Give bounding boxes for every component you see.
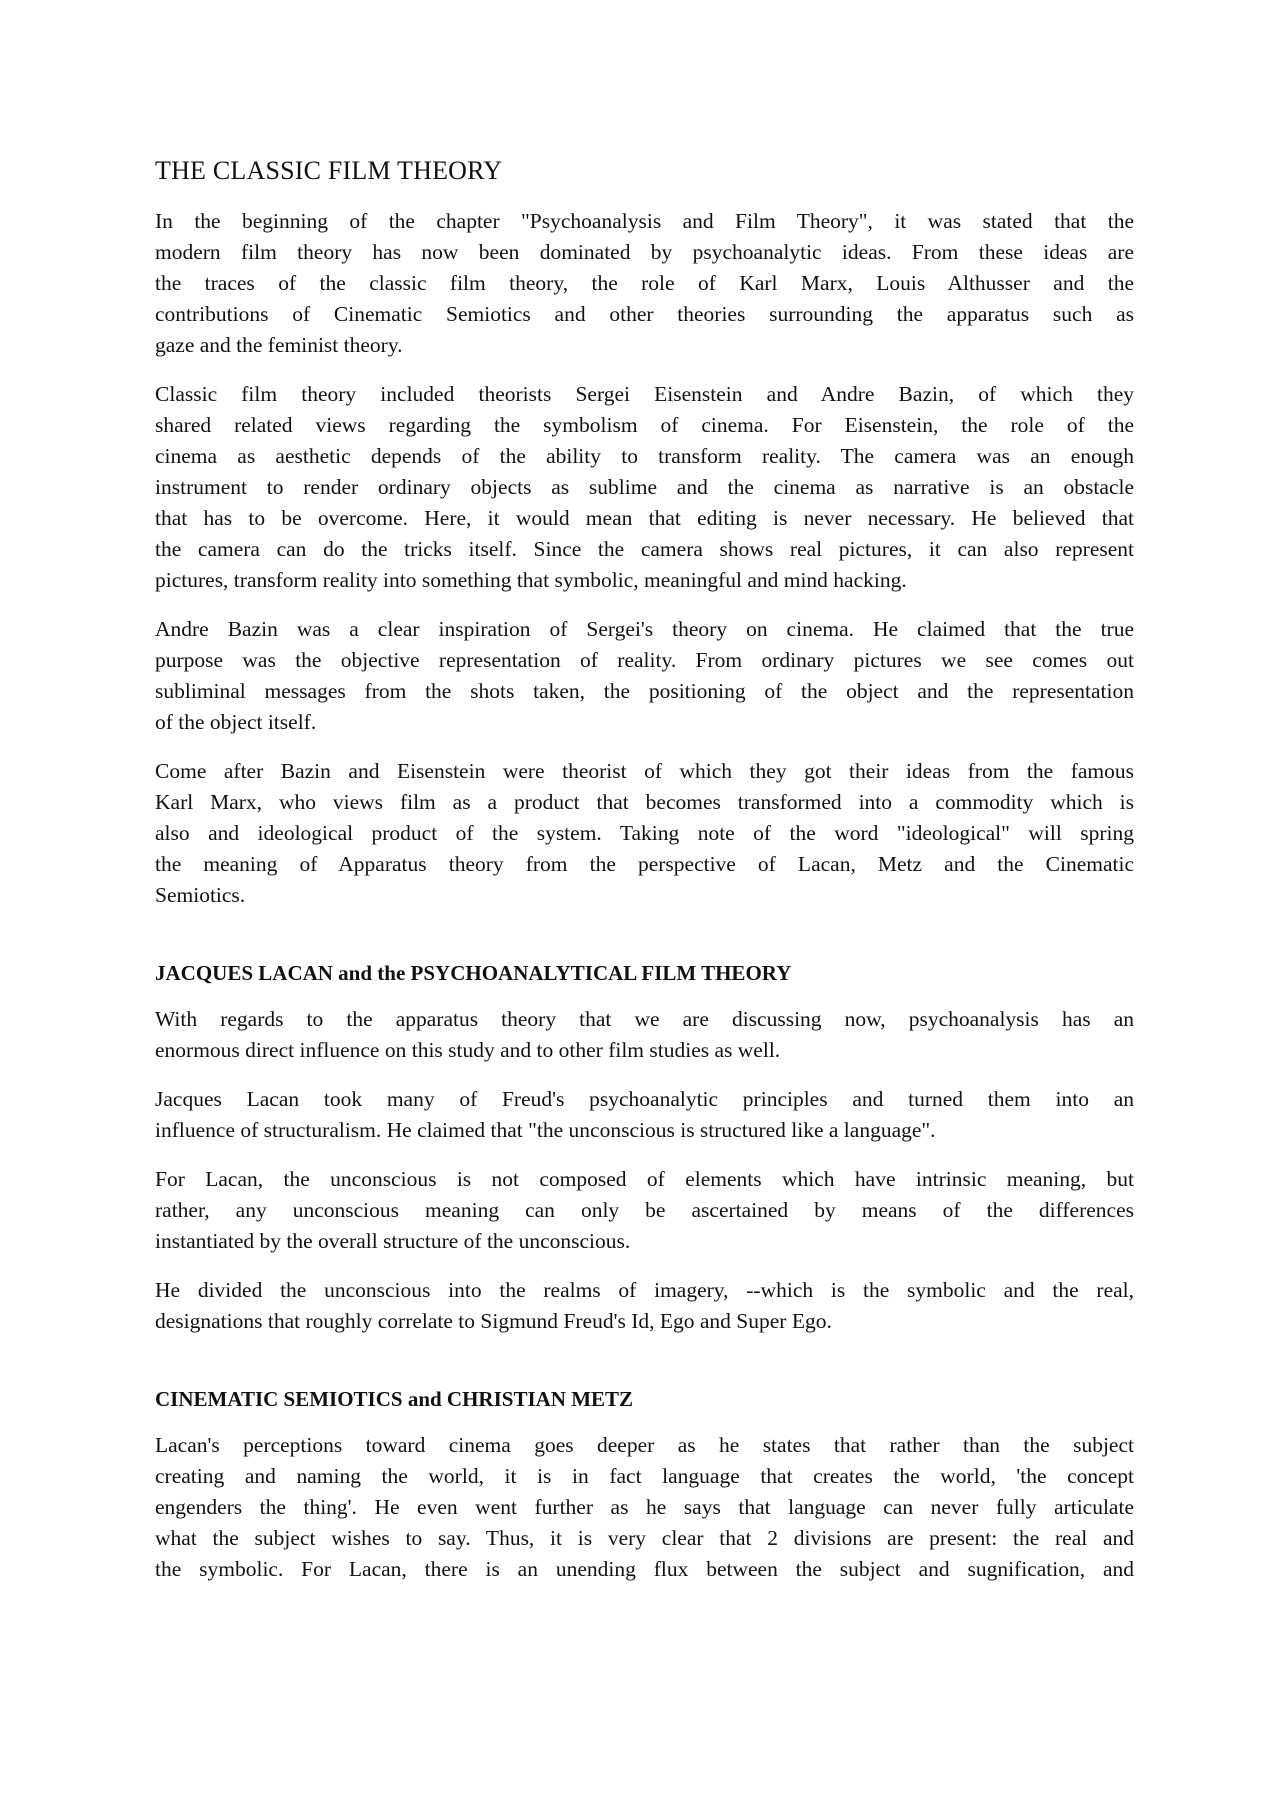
text-line: instantiated by the overall structure of the unconscious. [155,1229,631,1253]
text-line: what the subject wishes to say. Thus, it is very clear that 2 divisions are present: the real and [155,1526,1134,1550]
paragraph [155,1275,1134,1337]
text-line: With regards to the apparatus theory that we are discussing now, psychoanalysis has an [155,1007,1134,1031]
text-line: subliminal messages from the shots taken, the positioning of the object and the representation [155,679,1134,703]
paragraph [155,756,1134,911]
text-line: instrument to render ordinary objects as sublime and the cinema as narrative is an obstacle [155,475,1134,499]
text-line: enormous direct influence on this study and to other film studies as well. [155,1038,781,1062]
text-line: gaze and the feminist theory. [155,333,403,357]
paragraph [155,1004,1134,1066]
text-line: He divided the unconscious into the realms of imagery, --which is the symbolic and the real, [155,1278,1134,1302]
text-line: influence of structuralism. He claimed that "the unconscious is structured like a language". [155,1118,936,1142]
text-line: Lacan's perceptions toward cinema goes deeper as he states that rather than the subject [155,1433,1134,1457]
document-body [155,206,1134,1585]
text-line: the symbolic. For Lacan, there is an unending flux between the subject and sugnification, and [155,1557,1134,1581]
text-line: modern film theory has now been dominated by psychoanalytic ideas. From these ideas are [155,240,1134,264]
paragraph [155,1430,1134,1585]
text-line: purpose was the objective representation of reality. From ordinary pictures we see comes out [155,648,1134,672]
text-line: cinema as aesthetic depends of the ability to transform reality. The camera was an enough [155,444,1134,468]
text-line: the camera can do the tricks itself. Since the camera shows real pictures, it can also represent [155,537,1134,561]
text-line: For Lacan, the unconscious is not composed of elements which have intrinsic meaning, but [155,1167,1134,1191]
text-line: creating and naming the world, it is in fact language that creates the world, 'the concept [155,1464,1134,1488]
section-heading: CINEMATIC SEMIOTICS and CHRISTIAN METZ [155,1387,634,1411]
text-line: Karl Marx, who views film as a product that becomes transformed into a commodity which is [155,790,1134,814]
paragraph [155,379,1134,596]
text-line: Andre Bazin was a clear inspiration of Sergei's theory on cinema. He claimed that the true [155,617,1134,641]
text-line: Jacques Lacan took many of Freud's psychoanalytic principles and turned them into an [155,1087,1134,1111]
text-line: the traces of the classic film theory, the role of Karl Marx, Louis Althusser and the [155,271,1134,295]
text-line: also and ideological product of the system. Taking note of the word "ideological" will spring [155,821,1134,845]
text-line: pictures, transform reality into something that symbolic, meaningful and mind hacking. [155,568,907,592]
paragraph [155,1084,1134,1146]
text-line: that has to be overcome. Here, it would mean that editing is never necessary. He believed that [155,506,1134,530]
text-line: Classic film theory included theorists Sergei Eisenstein and Andre Bazin, of which they [155,382,1134,406]
paragraph [155,1164,1134,1257]
text-line: shared related views regarding the symbolism of cinema. For Eisenstein, the role of the [155,413,1134,437]
text-line: of the object itself. [155,710,317,734]
section-heading: JACQUES LACAN and the PSYCHOANALYTICAL FILM THEORY [155,961,792,985]
text-line: engenders the thing'. He even went further as he says that language can never fully articulate [155,1495,1134,1519]
paragraph [155,206,1134,361]
text-line: contributions of Cinematic Semiotics and other theories surrounding the apparatus such as [155,302,1134,326]
text-line: Semiotics. [155,883,246,907]
document-title: THE CLASSIC FILM THEORY [155,156,503,185]
text-line: the meaning of Apparatus theory from the perspective of Lacan, Metz and the Cinematic [155,852,1134,876]
paragraph [155,614,1134,738]
text-line: In the beginning of the chapter "Psychoanalysis and Film Theory", it was stated that the [155,209,1134,233]
text-line: Come after Bazin and Eisenstein were theorist of which they got their ideas from the famous [155,759,1134,783]
text-line: designations that roughly correlate to Sigmund Freud's Id, Ego and Super Ego. [155,1309,832,1333]
text-line: rather, any unconscious meaning can only be ascertained by means of the differences [155,1198,1134,1222]
document-page [155,155,1134,1603]
